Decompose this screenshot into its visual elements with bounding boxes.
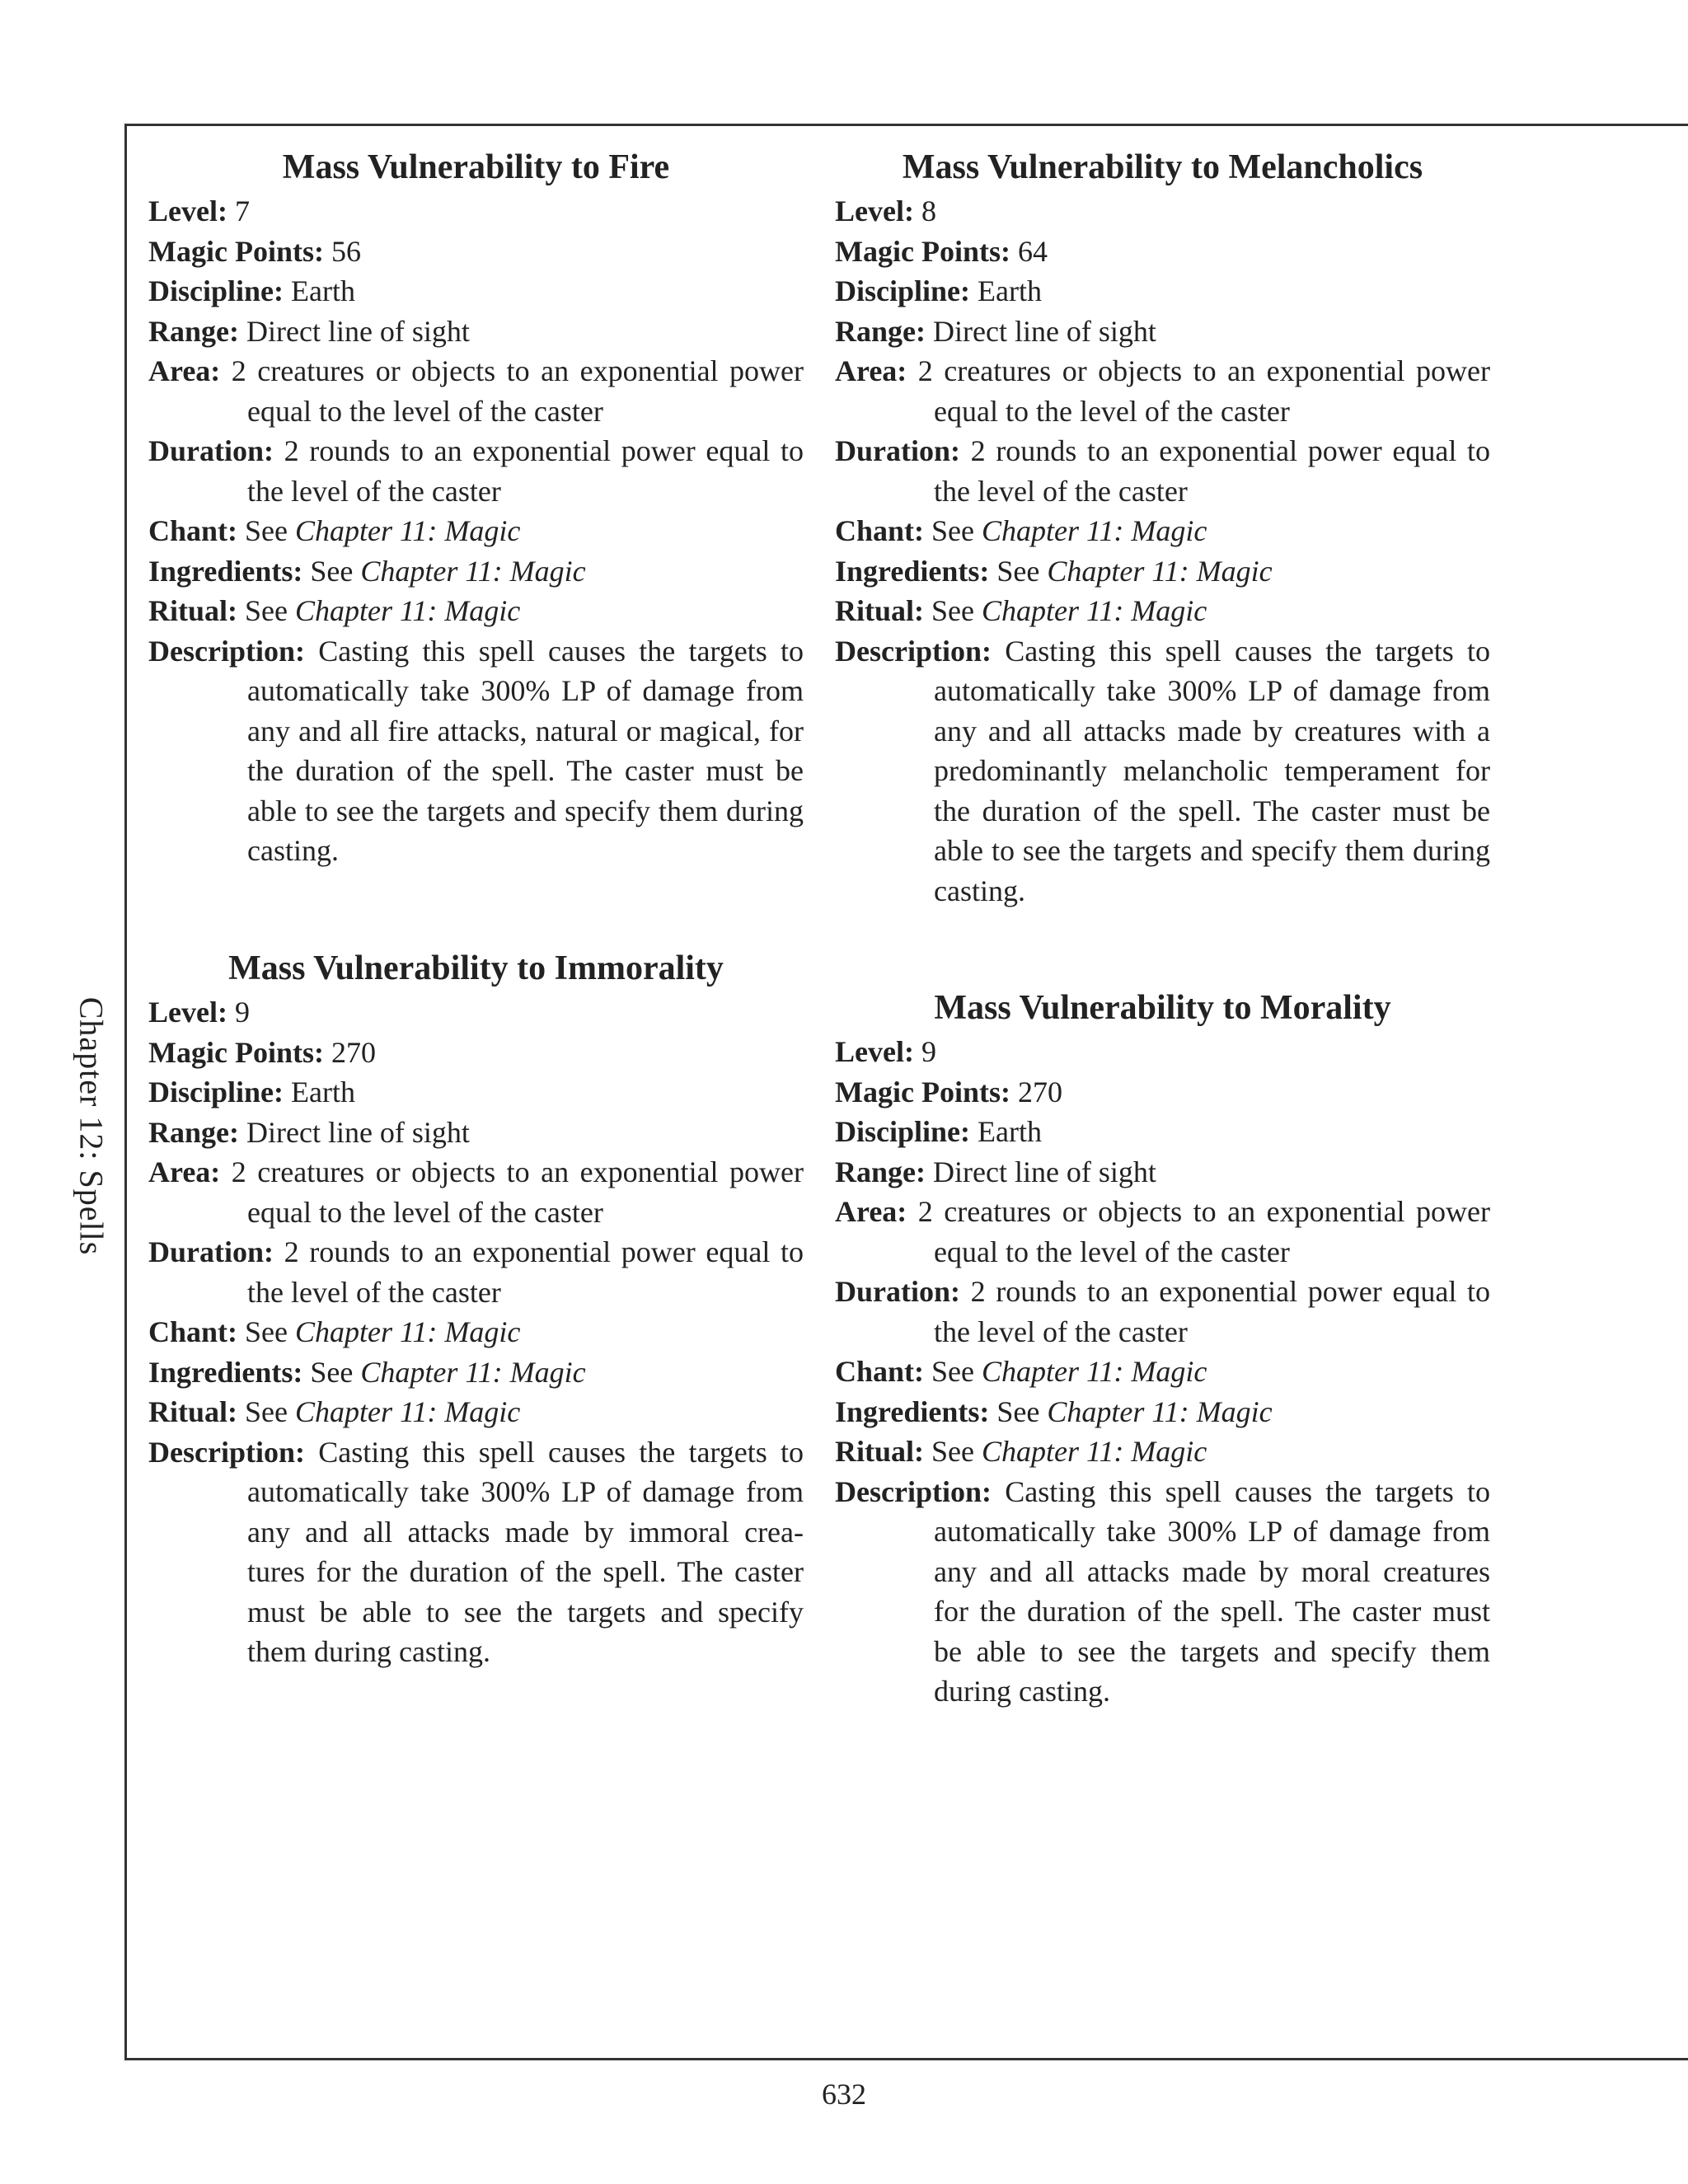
chapter-reference: Chapter 11: Magic [982, 1355, 1207, 1388]
level-value: 9 [921, 1035, 936, 1068]
chapter-reference: Chapter 11: Magic [981, 594, 1207, 627]
ritual-label: Ritual: [835, 594, 924, 627]
spell-magic-points [148, 232, 804, 272]
spell-description [148, 631, 804, 871]
spell-range [148, 312, 804, 352]
spell-description [148, 1432, 804, 1672]
spell-discipline [835, 271, 1490, 312]
duration-label: Duration: [148, 434, 274, 467]
spell-chant [148, 511, 804, 551]
area-label: Area: [148, 354, 221, 387]
see-prefix: See [245, 1395, 295, 1428]
spell-ritual [835, 591, 1490, 631]
area-value: 2 creatures or objects to an exponential power equal to the level of the caster [231, 354, 804, 428]
chapter-reference: Chapter 11: Magic [360, 554, 586, 588]
chapter-reference: Chapter 11: Magic [1047, 554, 1273, 588]
spell-ritual [148, 1392, 804, 1432]
spell-duration [835, 1272, 1490, 1352]
chapter-reference: Chapter 11: Magic [295, 514, 521, 547]
description-label: Description: [148, 634, 305, 668]
spell-entry-melancholics [835, 145, 1490, 911]
spell-level [148, 992, 804, 1033]
range-label: Range: [835, 314, 926, 348]
spell-entry-immorality [148, 946, 804, 1672]
discipline-label: Discipline: [835, 274, 971, 307]
chapter-reference: Chapter 11: Magic [1047, 1394, 1273, 1428]
range-label: Range: [148, 314, 239, 348]
level-value: 8 [921, 194, 936, 227]
area-value: 2 creatures or objects to an exponential power equal to the level of the caster [231, 1155, 804, 1229]
spell-ingredients [835, 1392, 1490, 1432]
spell-chant [835, 1352, 1490, 1392]
spell-chant [148, 1312, 804, 1352]
spell-level [148, 191, 804, 232]
discipline-label: Discipline: [835, 1115, 971, 1148]
page-number: 632 [822, 2078, 866, 2111]
ritual-label: Ritual: [148, 594, 237, 627]
level-label: Level: [148, 996, 227, 1029]
see-prefix: See [931, 514, 982, 547]
magic-points-label: Magic Points: [148, 1035, 324, 1069]
ingredients-label: Ingredients: [835, 1394, 990, 1428]
chant-label: Chant: [148, 1315, 238, 1348]
spell-ritual [148, 591, 804, 631]
duration-value: 2 rounds to an exponential power equal to the level of the caster [934, 1275, 1490, 1348]
magic-points-value: 270 [1017, 1075, 1062, 1108]
duration-value: 2 rounds to an exponential power equal to the level of the caster [247, 1235, 804, 1309]
range-label: Range: [835, 1155, 926, 1188]
discipline-value: Earth [291, 274, 355, 307]
chapter-reference: Chapter 11: Magic [360, 1355, 586, 1389]
level-label: Level: [835, 1035, 914, 1068]
see-prefix: See [996, 554, 1048, 588]
range-value: Direct line of sight [246, 1115, 470, 1149]
spell-duration [148, 1232, 804, 1312]
range-value: Direct line of sight [246, 314, 470, 348]
magic-points-label: Magic Points: [835, 1075, 1010, 1108]
see-prefix: See [245, 514, 296, 547]
chapter-reference: Chapter 11: Magic [982, 514, 1207, 547]
chant-label: Chant: [835, 514, 925, 547]
discipline-value: Earth [978, 1115, 1042, 1148]
area-value: 2 creatures or objects to an exponential power equal to the level of the caster [917, 354, 1491, 428]
spell-range [835, 312, 1490, 352]
description-value: Casting this spell causes the targets to automatically take 300% LP of damage from any and all attacks made by immoral crea-tures for the duration of the spell. The caster must be able to see the targets and specify them during casting. [247, 1435, 804, 1668]
description-label: Description: [148, 1435, 305, 1469]
spell-title: Mass Vulnerability to Melancholics [902, 148, 1423, 186]
duration-label: Duration: [148, 1235, 274, 1268]
spell-range [148, 1113, 804, 1153]
see-prefix: See [310, 1355, 361, 1389]
spell-area [835, 351, 1490, 431]
duration-value: 2 rounds to an exponential power equal to the level of the caster [934, 434, 1490, 508]
see-prefix: See [996, 1394, 1048, 1428]
spell-magic-points [148, 1033, 804, 1073]
spell-area [148, 351, 804, 431]
level-value: 9 [234, 996, 250, 1029]
see-prefix: See [310, 554, 361, 588]
chapter-reference: Chapter 11: Magic [294, 1395, 521, 1428]
description-value: Casting this spell causes the targets to automatically take 300% LP of damage from any and all fire attacks, natural or magical, for the duration of the spell. The caster must be able to see the targets and specify them during casting. [247, 634, 804, 867]
spell-area [835, 1192, 1490, 1272]
see-prefix: See [245, 1315, 296, 1348]
see-prefix: See [931, 594, 982, 627]
chapter-reference: Chapter 11: Magic [294, 594, 521, 627]
spell-duration [148, 431, 804, 511]
spell-ingredients [148, 1352, 804, 1393]
magic-points-label: Magic Points: [148, 234, 324, 268]
description-label: Description: [835, 634, 992, 668]
area-value: 2 creatures or objects to an exponential power equal to the level of the caster [917, 1195, 1491, 1268]
area-label: Area: [835, 1195, 907, 1228]
description-label: Description: [835, 1474, 992, 1508]
ingredients-label: Ingredients: [148, 554, 303, 588]
discipline-label: Discipline: [148, 274, 284, 307]
spell-magic-points [835, 1072, 1490, 1113]
description-value: Casting this spell causes the targets to automatically take 300% LP of damage from any and all attacks made by moral creatures for the duration of the spell. The caster must be able to see the targets and specify them during casting. [934, 1474, 1491, 1708]
spell-duration [835, 431, 1490, 511]
see-prefix: See [931, 1435, 982, 1468]
see-prefix: See [931, 1355, 982, 1388]
magic-points-value: 56 [331, 234, 361, 268]
spell-chant [835, 511, 1490, 551]
duration-label: Duration: [835, 434, 960, 467]
chapter-reference: Chapter 11: Magic [295, 1315, 521, 1348]
spell-ingredients [835, 551, 1490, 592]
see-prefix: See [245, 594, 295, 627]
duration-label: Duration: [835, 1275, 960, 1308]
chant-label: Chant: [148, 514, 238, 547]
spell-discipline [835, 1112, 1490, 1152]
spell-discipline [148, 271, 804, 312]
range-value: Direct line of sight [933, 1155, 1156, 1188]
ingredients-label: Ingredients: [148, 1355, 303, 1389]
level-label: Level: [835, 194, 914, 227]
spell-discipline [148, 1072, 804, 1113]
area-label: Area: [148, 1155, 221, 1188]
description-value: Casting this spell causes the targets to automatically take 300% LP of damage from any and all attacks made by creatures with a predominantly melancholic temperament for the duration of the spell. The caster must be able to see the targets and specify them during casting. [934, 634, 1491, 907]
area-label: Area: [835, 354, 907, 387]
chapter-side-label-text: Chapter 12: Spells [73, 996, 110, 1255]
level-label: Level: [148, 194, 227, 227]
discipline-value: Earth [978, 274, 1042, 307]
discipline-label: Discipline: [148, 1076, 284, 1108]
spell-title: Mass Vulnerability to Morality [934, 989, 1391, 1027]
spell-entry-fire [148, 145, 804, 871]
spell-ingredients [148, 551, 804, 592]
spell-range [835, 1152, 1490, 1193]
range-label: Range: [148, 1115, 239, 1149]
range-value: Direct line of sight [933, 314, 1156, 348]
spell-area [148, 1152, 804, 1232]
chant-label: Chant: [835, 1355, 925, 1388]
magic-points-value: 64 [1017, 234, 1048, 268]
spell-magic-points [835, 232, 1490, 272]
discipline-value: Earth [291, 1076, 355, 1108]
spell-ritual [835, 1432, 1490, 1472]
level-value: 7 [234, 194, 250, 227]
spell-description [835, 1472, 1490, 1712]
chapter-reference: Chapter 11: Magic [981, 1435, 1207, 1468]
magic-points-label: Magic Points: [835, 234, 1010, 268]
spell-description [835, 631, 1490, 912]
duration-value: 2 rounds to an exponential power equal to the level of the caster [247, 434, 804, 508]
ingredients-label: Ingredients: [835, 554, 990, 588]
spell-level [835, 1032, 1490, 1072]
chapter-side-label [75, 969, 108, 1282]
spell-title: Mass Vulnerability to Immorality [228, 949, 724, 987]
magic-points-value: 270 [331, 1035, 376, 1069]
ritual-label: Ritual: [148, 1395, 237, 1428]
spell-level [835, 191, 1490, 232]
spell-entry-morality [835, 986, 1490, 1712]
spell-title: Mass Vulnerability to Fire [282, 148, 670, 186]
ritual-label: Ritual: [835, 1435, 924, 1468]
